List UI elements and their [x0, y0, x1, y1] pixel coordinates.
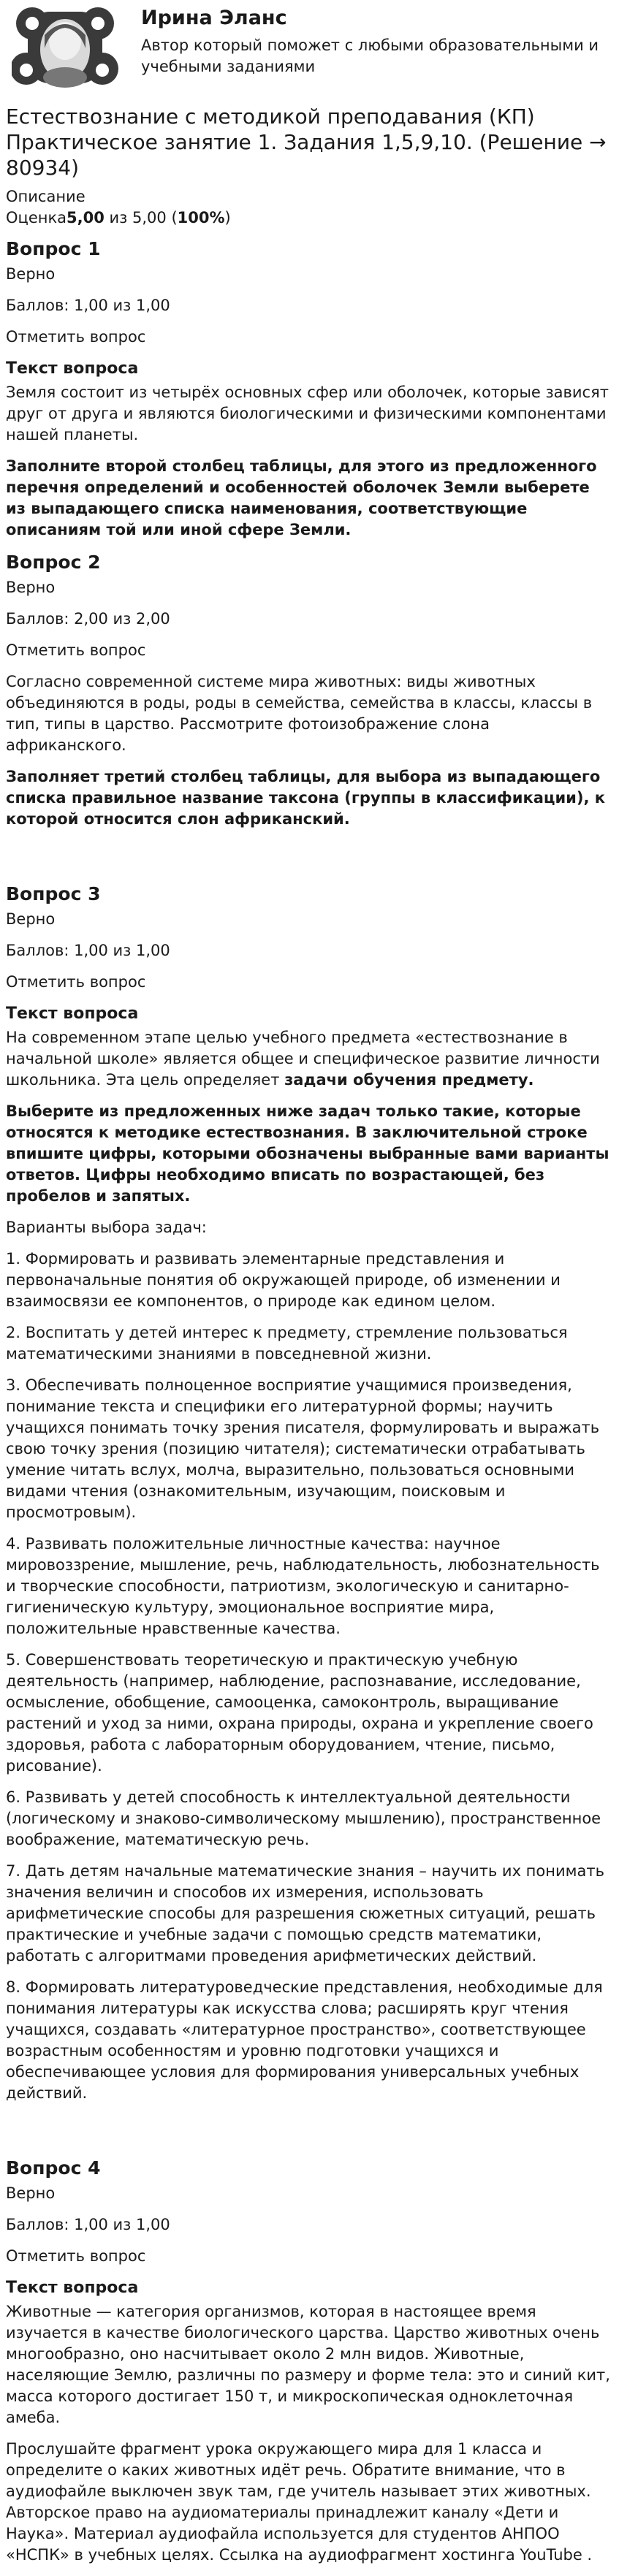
question-1-flag-link[interactable]: Отметить вопрос — [6, 328, 146, 346]
question-3-text-label: Текст вопроса — [6, 1005, 139, 1023]
grade-percent: 100% — [177, 209, 225, 226]
question-3-option-6: 6. Развивать у детей способность к интеллектуальной деятельности (логическому и знаково-символическому мышлению), пространственное воображение, математическую речь. — [6, 1788, 601, 1848]
question-4 — [6, 2157, 613, 2566]
question-3-option-2: 2. Воспитать у детей интерес к предмету, стремление пользоваться математическими знаниями в повседневной жизни. — [6, 1324, 568, 1363]
question-3-option-8: 8. Формировать литературоведческие представления, необходимые для понимания литературы как искусства слова; расширять круг чтения учащихся, создавать «литературное пространство», соответствующее возрастным особенностям и уровню подготовки учащихся и обеспечивающее условия для формирования универсальных учебных действий. — [6, 1978, 603, 2102]
question-1-paragraph-1: Земля состоит из четырёх основных сфер или оболочек, которые зависят друг от друга и являются биологическими и физическими компонентами нашей планеты. — [6, 384, 609, 443]
question-3 — [6, 883, 613, 2104]
question-3-flag-link[interactable]: Отметить вопрос — [6, 973, 146, 991]
question-1-status: Верно — [6, 265, 56, 283]
question-1-title: Вопрос 1 — [6, 238, 101, 259]
author-description: Автор который поможет с любыми образовательными и учебными заданиями — [141, 37, 599, 75]
grade-line — [6, 207, 613, 229]
author-header — [6, 0, 613, 95]
question-3-paragraph-2: Выберите из предложенных ниже задач только такие, которые относятся к методике естествознания. В заключительной строке впишите цифры, которыми обозначены выбранные вами варианты ответов. Цифры необходимо вписать по возрастающей, без пробелов и запятых. — [6, 1102, 609, 1205]
question-3-paragraph-1 — [6, 1027, 613, 1091]
question-2-paragraph-1: Согласно современной системе мира животных: виды животных объединяются в роды, роды в семейства, семейства в классы, классы в тип, типы в царство. Рассмотрите фотоизображение слона африканского. — [6, 673, 593, 754]
question-4-paragraph-1: Животные — категория организмов, которая в настоящее время изучается в качестве биологического царства. Царство животных очень многообразно, оно насчитывает около 2 млн видов. Животные, населяющие Землю, различны по размеру и форме тела: это и синий кит, масса которого достигает 150 т, и микроскопическая одноклеточная амеба. — [6, 2303, 610, 2426]
question-2-flag-link[interactable]: Отметить вопрос — [6, 641, 146, 659]
question-4-title: Вопрос 4 — [6, 2157, 101, 2179]
question-3-options-label: Варианты выбора задач: — [6, 1219, 207, 1236]
question-3-option-7: 7. Дать детям начальные математические знания – научить их понимать значения величин и способов их измерения, использовать арифметические способы для разрешения сюжетных ситуаций, решать практические и учебные задачи с помощью средств математики, работать с алгоритмами проведения арифметических действий. — [6, 1862, 604, 1965]
question-1-grade: Баллов: 1,00 из 1,00 — [6, 297, 170, 314]
question-4-flag-link[interactable]: Отметить вопрос — [6, 2247, 146, 2265]
grade-value: 5,00 — [67, 209, 105, 226]
question-2-title: Вопрос 2 — [6, 552, 101, 573]
description-label: Описание — [6, 188, 86, 205]
question-4-text-label: Текст вопроса — [6, 2279, 139, 2297]
question-3-option-4: 4. Развивать положительные личностные качества: научное мировоззрение, мышление, речь, наблюдательность, любознательность и творческие способности, патриотизм, экологическую и санитарно-гигиеническую культуру, эмоциональное восприятие мира, положительные нравственные качества. — [6, 1535, 600, 1637]
question-4-paragraph-2: Прослушайте фрагмент урока окружающего мира для 1 класса и определите о каких животных идёт речь. Обратите внимание, что в аудиофайле выключен звук там, где учитель называет этих животных. Авторское право на аудиоматериалы принадлежит каналу «Дети и Наука». Материал аудиофайла используется для студентов АНПОО «НСПК» в учебных целях. Ссылка на аудиофрагмент хостинга YouTube . — [6, 2440, 593, 2564]
spacer — [6, 840, 613, 874]
question-2 — [6, 551, 613, 830]
grade-label: Оценка — [6, 209, 67, 226]
grade-close: ) — [224, 209, 231, 226]
question-2-grade: Баллов: 2,00 из 2,00 — [6, 610, 170, 628]
author-avatar — [12, 4, 118, 91]
document-title: Естествознание с методикой преподавания (КП) Практическое занятие 1. Задания 1,5,9,10. (Решение → 80934) — [6, 104, 607, 180]
question-4-grade: Баллов: 1,00 из 1,00 — [6, 2216, 170, 2233]
question-2-status: Верно — [6, 579, 56, 596]
question-3-grade: Баллов: 1,00 из 1,00 — [6, 942, 170, 959]
question-3-option-1: 1. Формировать и развивать элементарные представления и первоначальные понятия об окружающей природе, об изменении и взаимосвязи ее компонентов, о природе как едином целом. — [6, 1250, 561, 1310]
spacer — [6, 2114, 613, 2148]
grade-of: из 5,00 ( — [104, 209, 178, 226]
question-2-paragraph-2: Заполняет третий столбец таблицы, для выбора из выпадающего списка правильное название таксона (группы в классификации), к которой относится слон африканский. — [6, 768, 606, 828]
question-1 — [6, 237, 613, 541]
question-1-text-label: Текст вопроса — [6, 359, 139, 378]
question-3-paragraph-1-text: На современном этапе целью учебного предмета «естествознание в начальной школе» является общее и специфическое развитие личности школьника. Эта цель определяет — [6, 1029, 600, 1089]
question-1-paragraph-2: Заполните второй столбец таблицы, для этого из предложенного перечня определений и особенностей оболочек Земли выберете из выпадающего списка наименования, соответствующие описаниям той или иной сфере Земли. — [6, 457, 597, 538]
question-3-paragraph-1-bold: задачи обучения предмету. — [284, 1071, 534, 1089]
question-3-status: Верно — [6, 910, 56, 928]
question-4-status: Верно — [6, 2184, 56, 2202]
author-name[interactable]: Ирина Эланс — [141, 7, 287, 29]
question-3-title: Вопрос 3 — [6, 883, 101, 904]
question-3-option-3: 3. Обеспечивать полноценное восприятие учащимися произведения, понимание текста и специфики его литературной формы; научить учащихся понимать точку зрения писателя, формулировать и выражать свою точку зрения (позицию читателя); систематически отрабатывать умение читать вслух, молча, выразительно, пользоваться основными видами чтения (ознакомительным, изучающим, поисковым и просмотровым). — [6, 1376, 600, 1521]
question-3-option-5: 5. Совершенствовать теоретическую и практическую учебную деятельность (например, наблюдение, распознавание, исследование, осмысление, обобщение, самооценка, самоконтроль, выращивание растений и уход за ними, охрана природы, охрана и укрепление своего здоровья, работа с лабораторным оборудованием, чтение, письмо, рисование). — [6, 1651, 593, 1775]
